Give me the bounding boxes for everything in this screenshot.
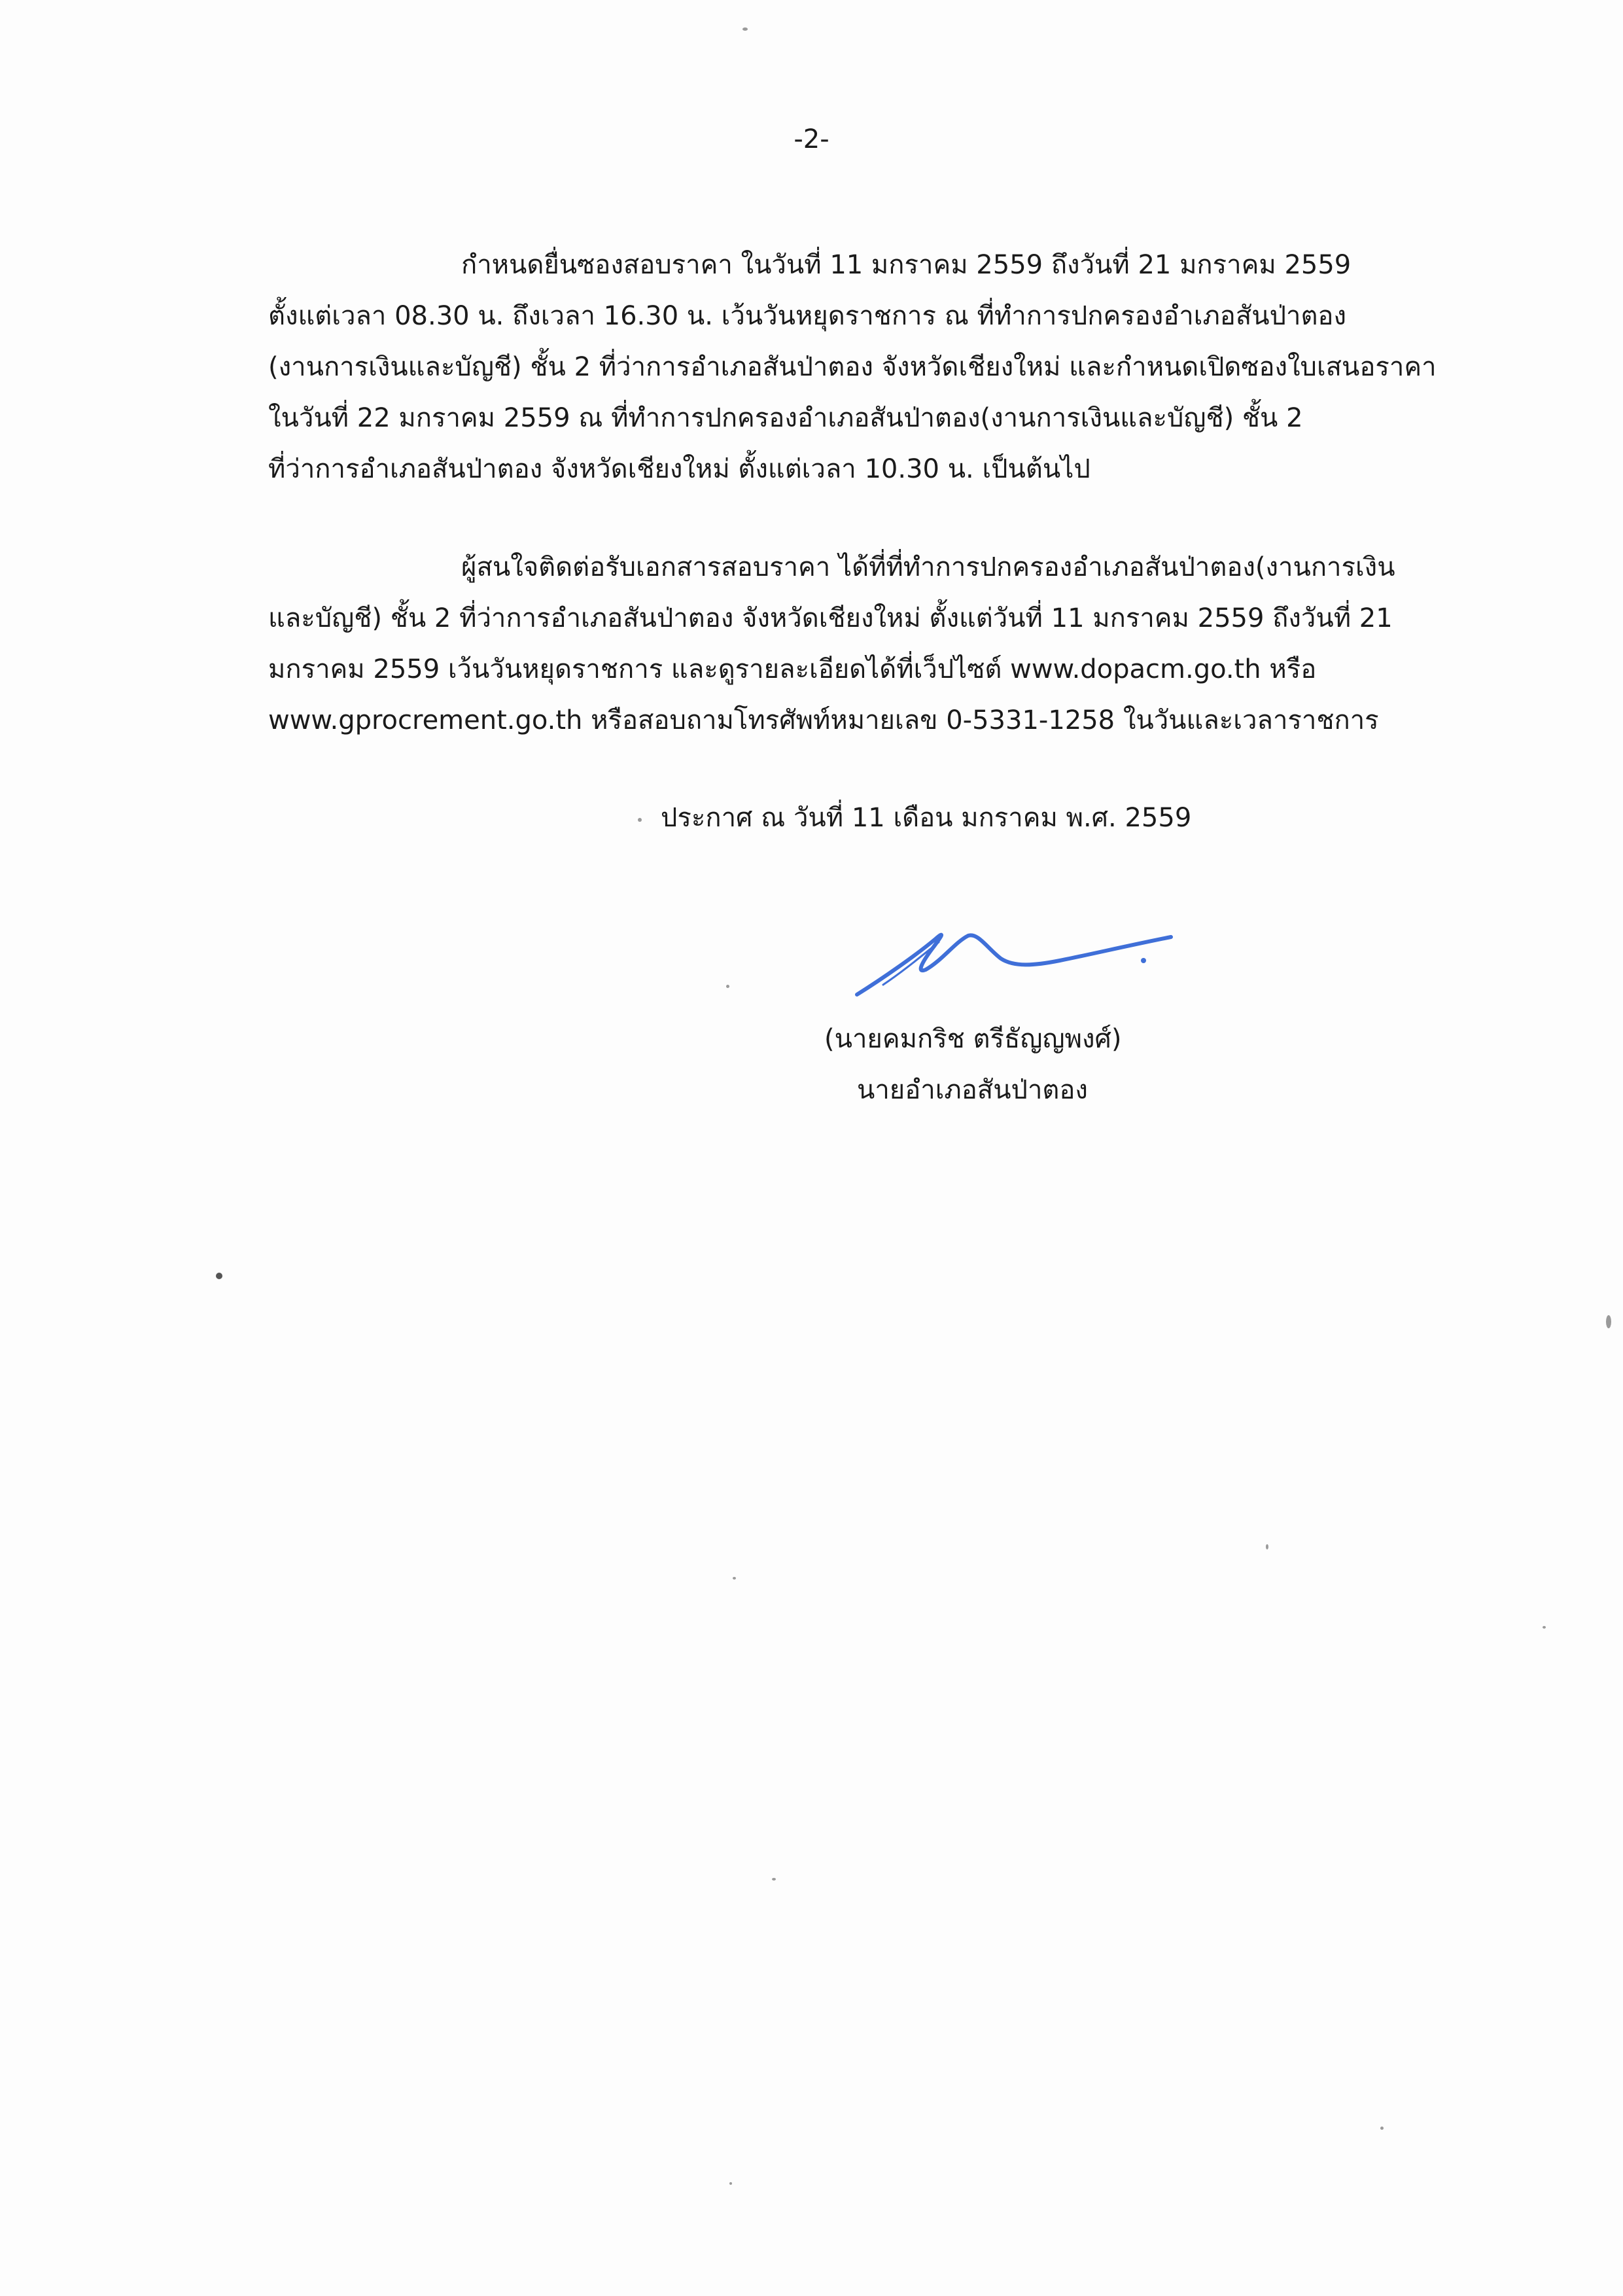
signatory-name: (นายคมกริช ตรีธัญญพงศ์) — [824, 1024, 1122, 1054]
scan-speck — [1606, 1315, 1611, 1328]
page-number: -2- — [794, 124, 829, 154]
paragraph-line: ผู้สนใจติดต่อรับเอกสารสอบราคา ได้ที่ที่ทำการปกครองอำเภอสันป่าตอง(งานการเงิน — [461, 552, 1395, 582]
paragraph-line: และบัญชี) ชั้น 2 ที่ว่าการอำเภอสันป่าตอง จังหวัดเชียงใหม่ ตั้งแต่วันที่ 11 มกราคม 2559 ถึงวันที่ 21 — [268, 603, 1393, 633]
paragraph-line: ที่ว่าการอำเภอสันป่าตอง จังหวัดเชียงใหม่ ตั้งแต่เวลา 10.30 น. เป็นต้นไป — [268, 454, 1091, 484]
scan-speck — [729, 2182, 732, 2185]
scan-speck — [733, 1577, 736, 1580]
scan-speck — [638, 818, 642, 822]
paragraph-line: www.gprocrement.go.th หรือสอบถามโทรศัพท์หมายเลข 0-5331-1258 ในวันและเวลาราชการ — [268, 705, 1379, 735]
paragraph-line: ในวันที่ 22 มกราคม 2559 ณ ที่ทำการปกครองอำเภอสันป่าตอง(งานการเงินและบัญชี) ชั้น 2 — [268, 403, 1303, 433]
scan-speck — [726, 985, 729, 988]
paragraph-line: กำหนดยื่นซองสอบราคา ในวันที่ 11 มกราคม 2559 ถึงวันที่ 21 มกราคม 2559 — [461, 250, 1352, 280]
paragraph-line: มกราคม 2559 เว้นวันหยุดราชการ และดูรายละเอียดได้ที่เว็ปไซต์ www.dopacm.go.th หรือ — [268, 654, 1317, 684]
paragraph-line: ตั้งแต่เวลา 08.30 น. ถึงเวลา 16.30 น. เว้นวันหยุดราชการ ณ ที่ทำการปกครองอำเภอสันป่าตอง — [268, 301, 1346, 331]
paragraph-line: (งานการเงินและบัญชี) ชั้น 2 ที่ว่าการอำเภอสันป่าตอง จังหวัดเชียงใหม่ และกำหนดเปิดซองใบเสนอราคา — [268, 352, 1437, 382]
signature-image — [844, 910, 1191, 1008]
scan-speck — [1543, 1626, 1546, 1629]
scan-speck — [1266, 1544, 1268, 1549]
scan-speck — [216, 1273, 222, 1279]
scan-speck — [742, 27, 748, 31]
signatory-title: นายอำเภอสันป่าตอง — [857, 1075, 1088, 1105]
announcement-date: ประกาศ ณ วันที่ 11 เดือน มกราคม พ.ศ. 2559 — [661, 803, 1192, 833]
scan-speck — [772, 1878, 776, 1881]
scan-speck — [1380, 2127, 1384, 2130]
